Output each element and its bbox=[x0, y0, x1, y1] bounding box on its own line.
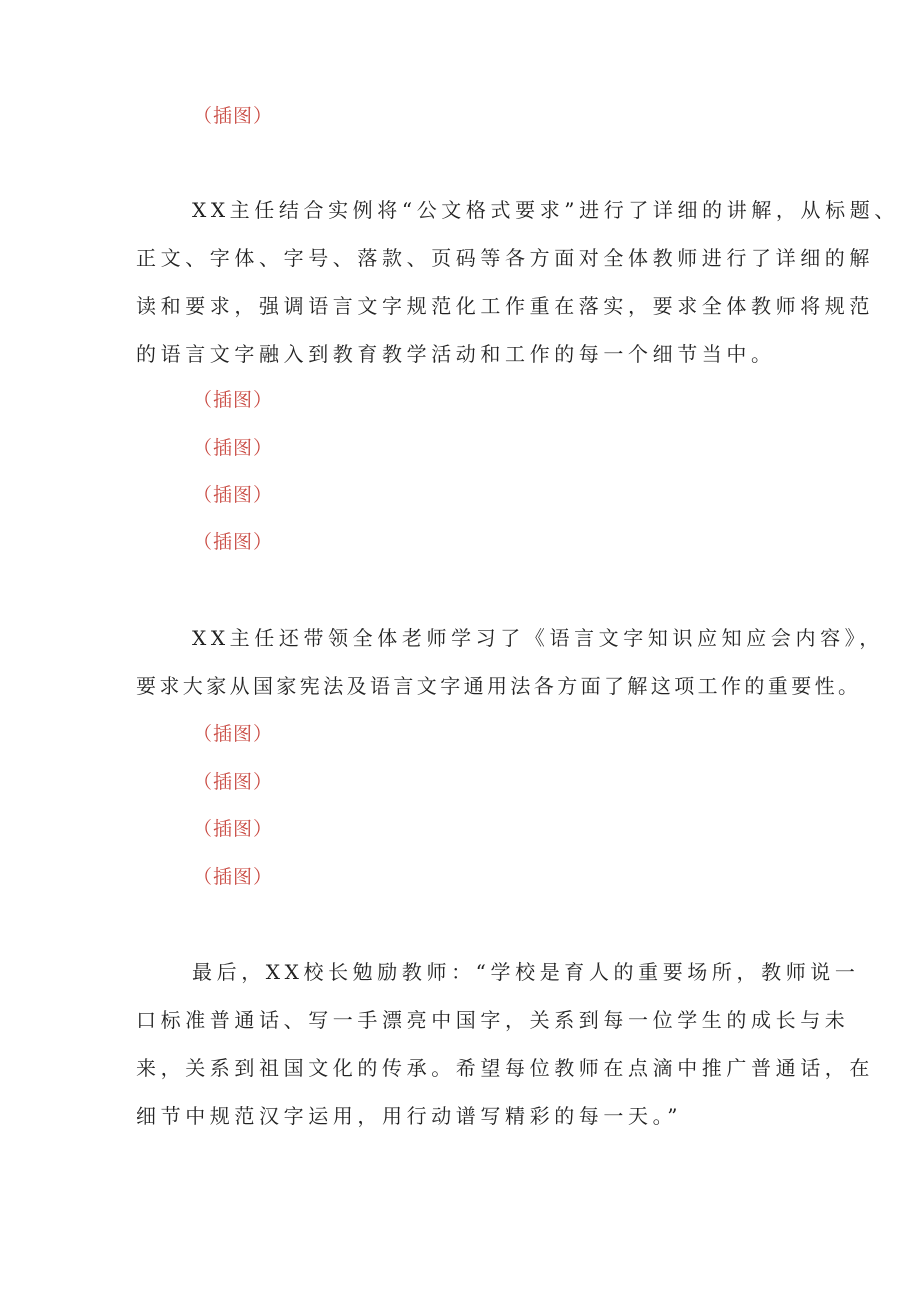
paragraph-line: 正文、字体、字号、落款、页码等各方面对全体教师进行了详细的解 bbox=[136, 246, 874, 270]
image-placeholder: （插图） bbox=[193, 484, 274, 506]
image-placeholder: （插图） bbox=[193, 531, 274, 553]
image-placeholder: （插图） bbox=[193, 389, 274, 411]
paragraph-language-study bbox=[136, 614, 884, 710]
paragraph-format-lecture bbox=[136, 186, 899, 378]
paragraph-line: XX主任结合实例将“公文格式要求”进行了详细的讲解，从标题、 bbox=[192, 198, 899, 222]
paragraph-line: 读和要求，强调语言文字规范化工作重在落实，要求全体教师将规范 bbox=[136, 294, 874, 318]
paragraph-line: 口标准普通话、写一手漂亮中国字，关系到每一位学生的成长与未 bbox=[136, 1008, 850, 1032]
image-placeholder: （插图） bbox=[193, 866, 274, 888]
image-placeholder: （插图） bbox=[193, 818, 274, 840]
image-placeholder: （插图） bbox=[193, 771, 274, 793]
paragraph-line: 来，关系到祖国文化的传承。希望每位教师在点滴中推广普通话，在 bbox=[136, 1056, 874, 1080]
image-placeholder: （插图） bbox=[193, 105, 274, 127]
paragraph-line: 最后，XX校长勉励教师：“学校是育人的重要场所，教师说一 bbox=[192, 960, 860, 984]
paragraph-principal-encouragement bbox=[136, 948, 874, 1140]
image-placeholder: （插图） bbox=[193, 723, 274, 745]
paragraph-line: 的语言文字融入到教育教学活动和工作的每一个细节当中。 bbox=[136, 342, 776, 366]
paragraph-line: XX主任还带领全体老师学习了《语言文字知识应知应会内容》， bbox=[192, 626, 884, 650]
paragraph-line: 要求大家从国家宪法及语言文字通用法各方面了解这项工作的重要性。 bbox=[136, 674, 862, 698]
paragraph-line: 细节中规范汉字运用，用行动谱写精彩的每一天。” bbox=[136, 1104, 683, 1128]
image-placeholder: （插图） bbox=[193, 437, 274, 459]
